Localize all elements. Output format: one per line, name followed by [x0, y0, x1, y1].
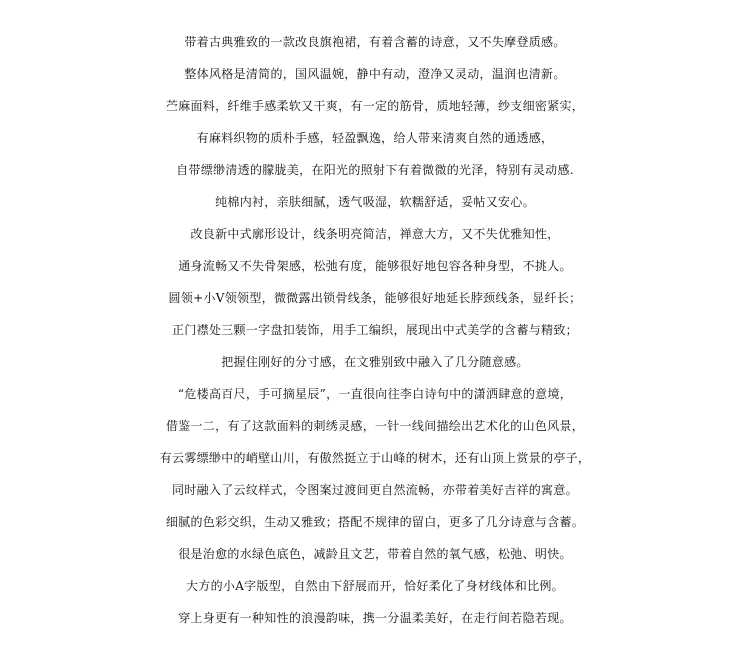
text-line: 大方的小A字版型，自然由下舒展而开，恰好柔化了身材线体和比例。 [186, 579, 564, 593]
product-description-text [0, 26, 750, 634]
text-line: 同时融入了云纹样式，令图案过渡间更自然流畅，亦带着美好吉祥的寓意。 [172, 483, 578, 497]
text-line: “危楼高百尺，手可摘星辰”，一直很向往李白诗句中的潇洒肆意的意境， [177, 387, 573, 401]
text-line: 细腻的色彩交织，生动又雅致；搭配不规律的留白，更多了几分诗意与含蓄。 [165, 515, 585, 529]
text-line: 穿上身更有一种知性的浪漫韵味，携一分温柔美好，在走行间若隐若现。 [178, 611, 572, 625]
text-line: 把握住刚好的分寸感，在文雅别致中融入了几分随意感。 [221, 355, 529, 369]
text-line: 带着古典雅致的一款改良旗袍裙，有着含蓄的诗意，又不失摩登质感。 [184, 35, 566, 49]
text-line: 自带缥缈清透的朦胧美，在阳光的照射下有着微微的光泽，特别有灵动感. [176, 163, 574, 177]
text-line: 通身流畅又不失骨架感，松弛有度，能够很好地包容各种身型，不挑人。 [178, 259, 572, 273]
text-line: 很是治愈的水绿色底色，减龄且文艺，带着自然的氧气感，松弛、明快。 [178, 547, 572, 561]
text-line: 整体风格是清简的，国风温婉，静中有动，澄净又灵动，温润也清新。 [184, 67, 566, 81]
text-line: 有云雾缥缈中的峭壁山川，有傲然挺立于山峰的树木，还有山顶上赏景的亭子， [159, 451, 591, 465]
text-line: 纯棉内衬，亲肤细腻，透气吸湿，软糯舒适，妥帖又安心。 [215, 195, 535, 209]
text-line: 改良新中式廓形设计，线条明亮简洁，禅意大方，又不失优雅知性， [190, 227, 560, 241]
text-line: 借鉴一二，有了这款面料的刺绣灵感，一针一线间描绘出艺术化的山色风景， [165, 419, 585, 433]
text-line: 苎麻面料，纤维手感柔软又干爽，有一定的筋骨，质地轻薄，纱支细密紧实， [165, 99, 585, 113]
text-line: 有麻料织物的质朴手感，轻盈飘逸，给人带来清爽自然的通透感， [196, 131, 554, 145]
text-line: 圆领+小V领领型，微微露出锁骨线条，能够很好地延长脖颈线条，显纤长； [168, 291, 582, 305]
text-line: 正门襟处三颗一字盘扣装饰，用手工编织，展现出中式美学的含蓄与精致； [172, 323, 578, 337]
